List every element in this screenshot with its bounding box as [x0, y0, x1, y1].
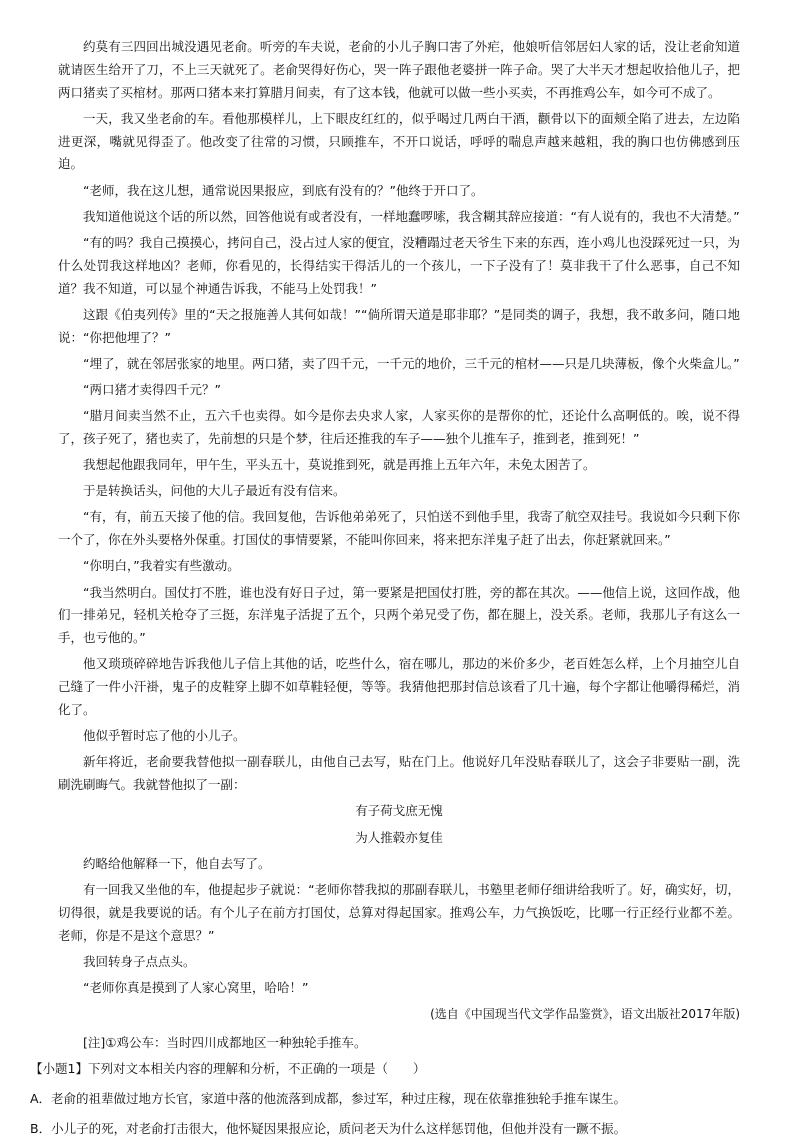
- option-b: B．小儿子的死，对老俞打击很大，他怀疑因果报应论，质问老天为什么这样惩罚他，但他并没有一蹶不振。: [30, 1120, 627, 1136]
- paragraph-15: 他又琐琐碎碎地告诉我他儿子信上其他的话，吃些什么，宿在哪儿，那边的米价多少，老百姓怎么样，上个月抽空儿自己缝了一件小汗褂，鬼子的皮鞋穿上脚不如草鞋轻便，等等。我猜他把那封信总该看了几十遍，每个字都让他嚼得稀烂，消化了。: [58, 656, 740, 717]
- paragraph-16: 他似乎暂时忘了他的小儿子。: [83, 728, 246, 744]
- option-a: A．老俞的祖辈做过地方长官，家道中落的他流落到成都，参过军，种过庄稼，现在依靠推独轮手推车谋生。: [30, 1090, 627, 1106]
- paragraph-8: “两口猪才卖得四千元？”: [83, 381, 221, 397]
- paragraph-6: 这跟《伯夷列传》里的“天之报施善人其何如哉！”“倘所谓天道是耶非耶？”是同类的调子，我想，我不敢多问，随口地说：“你把他埋了？”: [58, 306, 740, 345]
- paragraph-13: “你明白，”我着实有些激动。: [83, 558, 240, 574]
- paragraph-20: 我回转身子点点头。: [83, 953, 196, 969]
- paragraph-14: “我当然明白。国仗打不胜，谁也没有好日子过，第一要紧是把国仗打胜，旁的都在其次。——他信上说，这回作战，他们一排弟兄，轻机关枪夺了三挺，东洋鬼子活捉了五个，只两个弟兄受了伤，都在腿上，没关系。老师，我那儿子有这么一手，也亏他的。”: [58, 584, 740, 646]
- footnote: [注]①鸡公车：当时四川成都地区一种独轮手推车。: [83, 1034, 367, 1050]
- paragraph-18: 约略给他解释一下，他自去写了。: [83, 855, 271, 871]
- paragraph-19: 有一回我又坐他的车，他提起步子就说：“老师你替我拟的那副春联儿，书塾里老师仔细讲给我听了。好，确实好，切，切得很，就是我要说的话。有个儿子在前方打国仗，总算对得起国家。推鸡公车，力气换饭吃，比哪一行正经行业都不差。老师，你是不是这个意思？”: [58, 881, 740, 943]
- couplet-line-1: 有子荷戈庶无愧: [355, 803, 443, 819]
- paragraph-5: “有的吗？我自己摸摸心，拷问自己，没占过人家的便宜，没糟蹋过老天爷生下来的东西，连小鸡儿也没踩死过一只，为什么处罚我这样地凶？老师，你看见的，长得结实干得活儿的一个孩儿，一下子没有了！莫非我干了什么恶事，自己不知道？我不知道，可以显个神通告诉我，不能马上处罚我！”: [58, 234, 740, 296]
- paragraph-9: “腊月间卖当然不止，五六千也卖得。如今是你去央求人家，人家买你的是帮你的忙，还论什么高啊低的。唉，说不得了，孩子死了，猪也卖了，先前想的只是个梦，往后还推我的车子——独个儿推车子，推到老，推到死！”: [58, 408, 740, 446]
- paragraph-7: “埋了，就在邻居张家的地里。两口猪，卖了四千元，一千元的地价，三千元的棺材——只是几块薄板，像个火柴盒儿。”: [83, 355, 740, 371]
- paragraph-3: “老师，我在这儿想，通常说因果报应，到底有没有的？”他终于开口了。: [83, 182, 484, 198]
- couplet-line-2: 为人推毂亦复佳: [355, 829, 443, 845]
- paragraph-11: 于是转换话头，问他的大儿子最近有没有信来。: [83, 483, 346, 499]
- paragraph-1: 约莫有三四回出城没遇见老俞。听旁的车夫说，老俞的小儿子胸口害了外疟，他娘听信邻居妇人家的话，没让老俞知道就请医生给开了刀，不上三天就死了。老俞哭得好伤心，哭一阵子跟他老婆拼一阵子命。哭了大半天才想起收拾他儿子，把两口猪卖了买棺材。那两口猪本来打算腊月间卖，有了这本钱，他就可以做一些小买卖，不再推鸡公车，如今可不成了。: [58, 39, 740, 100]
- paragraph-10: 我想起他跟我同年，甲午生，平头五十，莫说推到死，就是再推上五年六年，未免太困苦了。: [83, 457, 596, 473]
- paragraph-21: “老师你真是摸到了人家心窝里，哈哈！”: [83, 979, 309, 995]
- question-stem: 【小题1】下列对文本相关内容的理解和分析，不正确的一项是（ ）: [30, 1061, 426, 1077]
- source-citation: (选自《中国现当代文学作品鉴赏》，语文出版社2017年版): [430, 1007, 740, 1022]
- paragraph-2: 一天，我又坐老俞的车。看他那模样儿，上下眼皮红红的，似乎喝过几两白干酒，颧骨以下的面颊全陷了进去，左边陷进更深，嘴就见得歪了。他改变了往常的习惯，只顾推车，不开口说话，呼呼的喘息声越来越粗，我的胸口也仿佛感到压迫。: [58, 110, 740, 172]
- paragraph-12: “有，有，前五天接了他的信。我回复他，告诉他弟弟死了，只怕送不到他手里，我寄了航空双挂号。我说如今只剩下你一个了，你在外头要格外保重。打国仗的事情要紧，不能叫你回来，将来把东洋鬼子赶了出去，你赶紧就回来。”: [58, 509, 740, 548]
- article-body: [30, 36, 740, 1147]
- paragraph-4: 我知道他说这个话的所以然，回答他说有或者没有，一样地蠢啰嗦，我含糊其辞应接道：“有人说有的，我也不大清楚。”: [83, 208, 740, 224]
- paragraph-17: 新年将近，老俞要我替他拟一副春联儿，由他自己去写，贴在门上。他说好几年没贴春联儿了，这会子非要贴一副，洗刷洗刷晦气。我就替他拟了一副：: [58, 754, 740, 793]
